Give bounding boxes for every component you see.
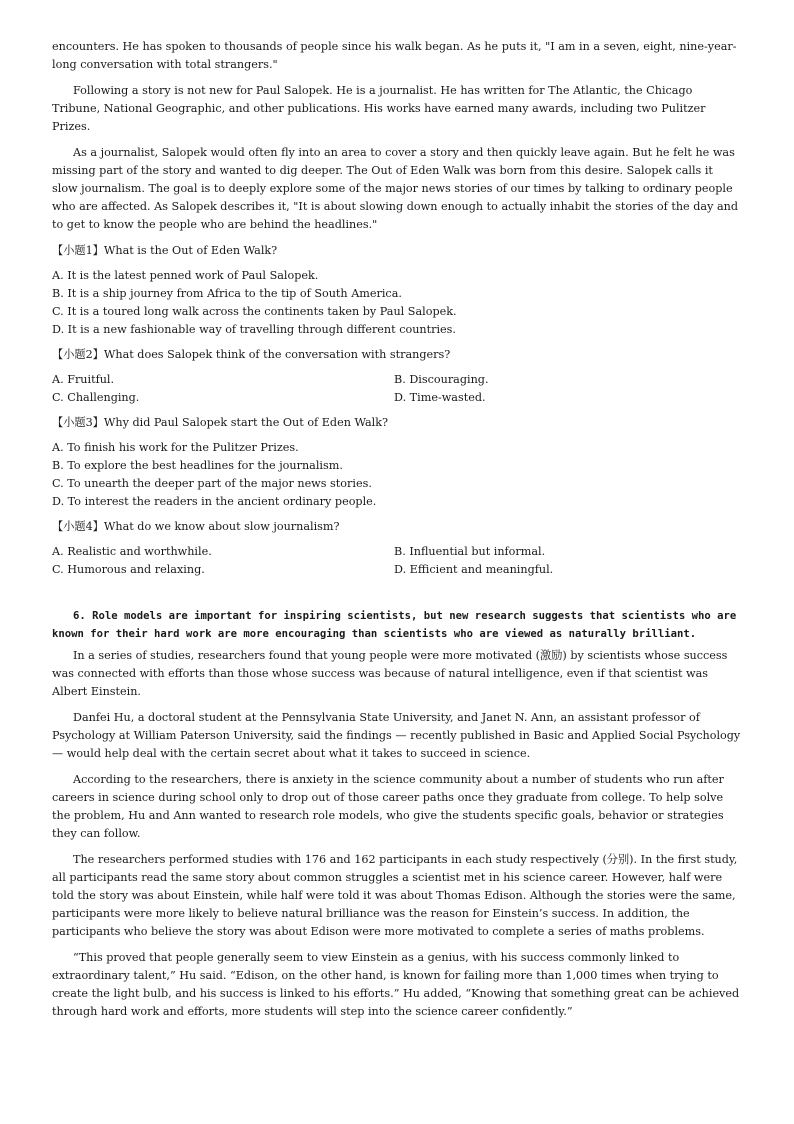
question-1-stem: 【小题1】What is the Out of Eden Walk? — [52, 244, 278, 257]
question-2-stem: 【小题2】What does Salopek think of the conversation with strangers? — [52, 348, 451, 361]
document-page — [52, 38, 742, 1029]
question-2-option-b[interactable]: B. Discouraging. — [394, 373, 489, 386]
question-4-option-c[interactable]: C. Humorous and relaxing. — [52, 563, 205, 576]
question-4-options — [52, 543, 742, 579]
section-6-paragraph-5: “This proved that people generally seem to view Einstein as a genius, with his success commonly linked to extraordinary talent,” Hu said. “Edison, on the other hand, is known for failing more than 1,000 times when trying to create the light bulb, and his success is linked to his efforts.” Hu added, “Knowing that something great can be achieved through hard work and efforts, more students will step into the science career confidently.” — [52, 951, 740, 1018]
question-3-stem: 【小题3】Why did Paul Salopek start the Out of Eden Walk? — [52, 416, 389, 429]
passage-paragraph-3: As a journalist, Salopek would often fly into an area to cover a story and then quickly leave again. But he felt he was missing part of the story and wanted to dig deeper. The Out of Eden Walk was born from this desire. Salopek calls it slow journalism. The goal is to deeply explore some of the major news stories of our times by talking to ordinary people who are affected. As Salopek describes it, "It is about slowing down enough to actually inhabit the stories of the day and to get to know the people who are behind the headlines." — [52, 146, 738, 231]
section-6-heading: 6. Role models are important for inspiring scientists, but new research suggests that scientists who are known for their hard work are more encouraging than scientists who are viewed as naturally brilliant. — [52, 610, 737, 640]
question-3-option-b[interactable]: B. To explore the best headlines for the journalism. — [52, 459, 343, 472]
question-3-option-c[interactable]: C. To unearth the deeper part of the major news stories. — [52, 477, 372, 490]
question-3-option-d[interactable]: D. To interest the readers in the ancient ordinary people. — [52, 495, 377, 508]
question-1-option-d[interactable]: D. It is a new fashionable way of travelling through different countries. — [52, 323, 456, 336]
section-6-paragraph-2: Danfei Hu, a doctoral student at the Pennsylvania State University, and Janet N. Ann, an assistant professor of Psychology at William Paterson University, said the findings — recently published in Basic and Applied Social Psychology — would help deal with the certain secret about what it takes to succeed in science. — [52, 711, 741, 760]
question-4-option-b[interactable]: B. Influential but informal. — [394, 545, 546, 558]
question-2-option-a[interactable]: A. Fruitful. — [52, 373, 115, 386]
question-1-options — [52, 267, 742, 339]
question-2-option-c[interactable]: C. Challenging. — [52, 391, 140, 404]
section-6-paragraph-1: In a series of studies, researchers found that young people were more motivated (激励) by scientists whose success was connected with efforts than those whose success was because of natural intelligence, even if that scientist was Albert Einstein. — [52, 649, 728, 698]
question-1-option-c[interactable]: C. It is a toured long walk across the continents taken by Paul Salopek. — [52, 305, 457, 318]
question-1-option-b[interactable]: B. It is a ship journey from Africa to the tip of South America. — [52, 287, 402, 300]
question-3-option-a[interactable]: A. To finish his work for the Pulitzer Prizes. — [52, 441, 299, 454]
question-2-option-d[interactable]: D. Time-wasted. — [394, 391, 486, 404]
question-2-options — [52, 371, 742, 407]
question-4-option-d[interactable]: D. Efficient and meaningful. — [394, 563, 554, 576]
question-1-option-a[interactable]: A. It is the latest penned work of Paul Salopek. — [52, 269, 319, 282]
question-4-option-a[interactable]: A. Realistic and worthwhile. — [52, 545, 212, 558]
passage-paragraph-2: Following a story is not new for Paul Salopek. He is a journalist. He has written for The Atlantic, the Chicago Tribune, National Geographic, and other publications. His works have earned many awards, including two Pulitzer Prizes. — [52, 84, 706, 133]
section-6-paragraph-3: According to the researchers, there is anxiety in the science community about a number of students who run after careers in science during school only to drop out of those career paths once they graduate from college. To help solve the problem, Hu and Ann wanted to research role models, who give the students specific goals, behavior or strategies they can follow. — [52, 773, 724, 840]
section-6-paragraph-4: The researchers performed studies with 176 and 162 participants in each study respectively (分别). In the first study, all participants read the same story about common struggles a scientist met in his science career. However, half were told the story was about Einstein, while half were told it was about Thomas Edison. Although the stories were the same, participants were more likely to believe natural brilliance was the reason for Einstein’s success. In addition, the participants who believe the story was about Edison were more motivated to complete a series of maths problems. — [52, 853, 738, 938]
question-3-options — [52, 439, 742, 511]
passage-paragraph-1: encounters. He has spoken to thousands of people since his walk began. As he puts it, "I am in a seven, eight, nine-year-long conversation with total strangers." — [52, 40, 737, 71]
question-4-stem: 【小题4】What do we know about slow journalism? — [52, 520, 340, 533]
